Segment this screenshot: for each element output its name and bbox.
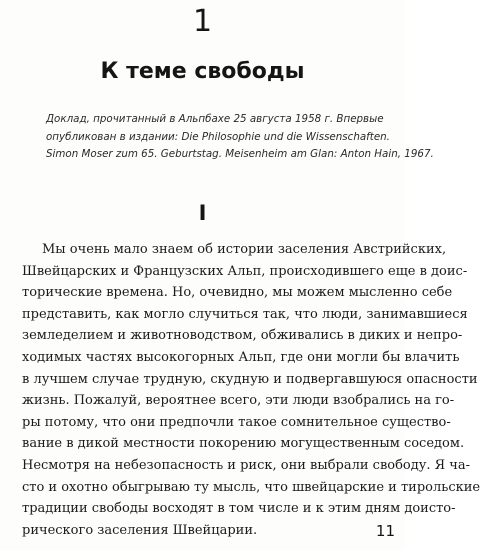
paragraph-line: Несмотря на небезопасность и риск, они выбрали свободу. Я ча- bbox=[22, 457, 471, 473]
publication-note-line: Доклад, прочитанный в Альпбахе 25 августа 1958 г. Впервые bbox=[46, 113, 384, 125]
section-number: I bbox=[198, 201, 207, 225]
paragraph-line: традиции свободы восходят в том числе и к этим дням доисто- bbox=[22, 501, 456, 517]
chapter-title: К теме свободы bbox=[100, 59, 305, 84]
paragraph-line: ходимых частях высокогорных Альп, где они могли бы влачить bbox=[22, 349, 460, 365]
page-number: 11 bbox=[375, 522, 395, 540]
paragraph-line: представить, как могло случиться так, что люди, занимавшиеся bbox=[22, 306, 468, 322]
body-paragraph bbox=[22, 239, 480, 541]
publication-note bbox=[46, 111, 434, 164]
paragraph-line: жизнь. Пожалуй, вероятнее всего, эти люди взобрались на го- bbox=[22, 393, 455, 409]
paragraph-line: Швейцарских и Французских Альп, происходившего еще в доис- bbox=[22, 263, 468, 279]
paragraph-line: торические времена. Но, очевидно, мы можем мысленно себе bbox=[22, 285, 453, 301]
paragraph-line: сто и охотно обыгрываю ту мысль, что швейцарские и тирольские bbox=[22, 479, 480, 495]
paragraph-line: земледелием и животноводством, обживались в диких и непро- bbox=[22, 328, 463, 344]
publication-note-line: опубликован в издании: Die Philosophie und die Wissenschaften. bbox=[46, 130, 390, 143]
paragraph-line: вание в дикой местности покорению могущественным соседом. bbox=[22, 436, 465, 452]
paragraph-line: Мы очень мало знаем об истории заселения Австрийских, bbox=[42, 242, 447, 257]
paragraph-line: ры потому, что они предпочли такое сомнительное существо- bbox=[22, 414, 451, 430]
publication-note-line: Simon Moser zum 65. Geburtstag. Meisenheim am Glan: Anton Hain, 1967. bbox=[46, 148, 434, 160]
paragraph-line: в лучшем случае трудную, скудную и подвергавшуюся опасности bbox=[22, 371, 478, 387]
chapter-number: 1 bbox=[192, 4, 213, 39]
paragraph-line: рического заселения Швейцарии. bbox=[22, 522, 258, 538]
